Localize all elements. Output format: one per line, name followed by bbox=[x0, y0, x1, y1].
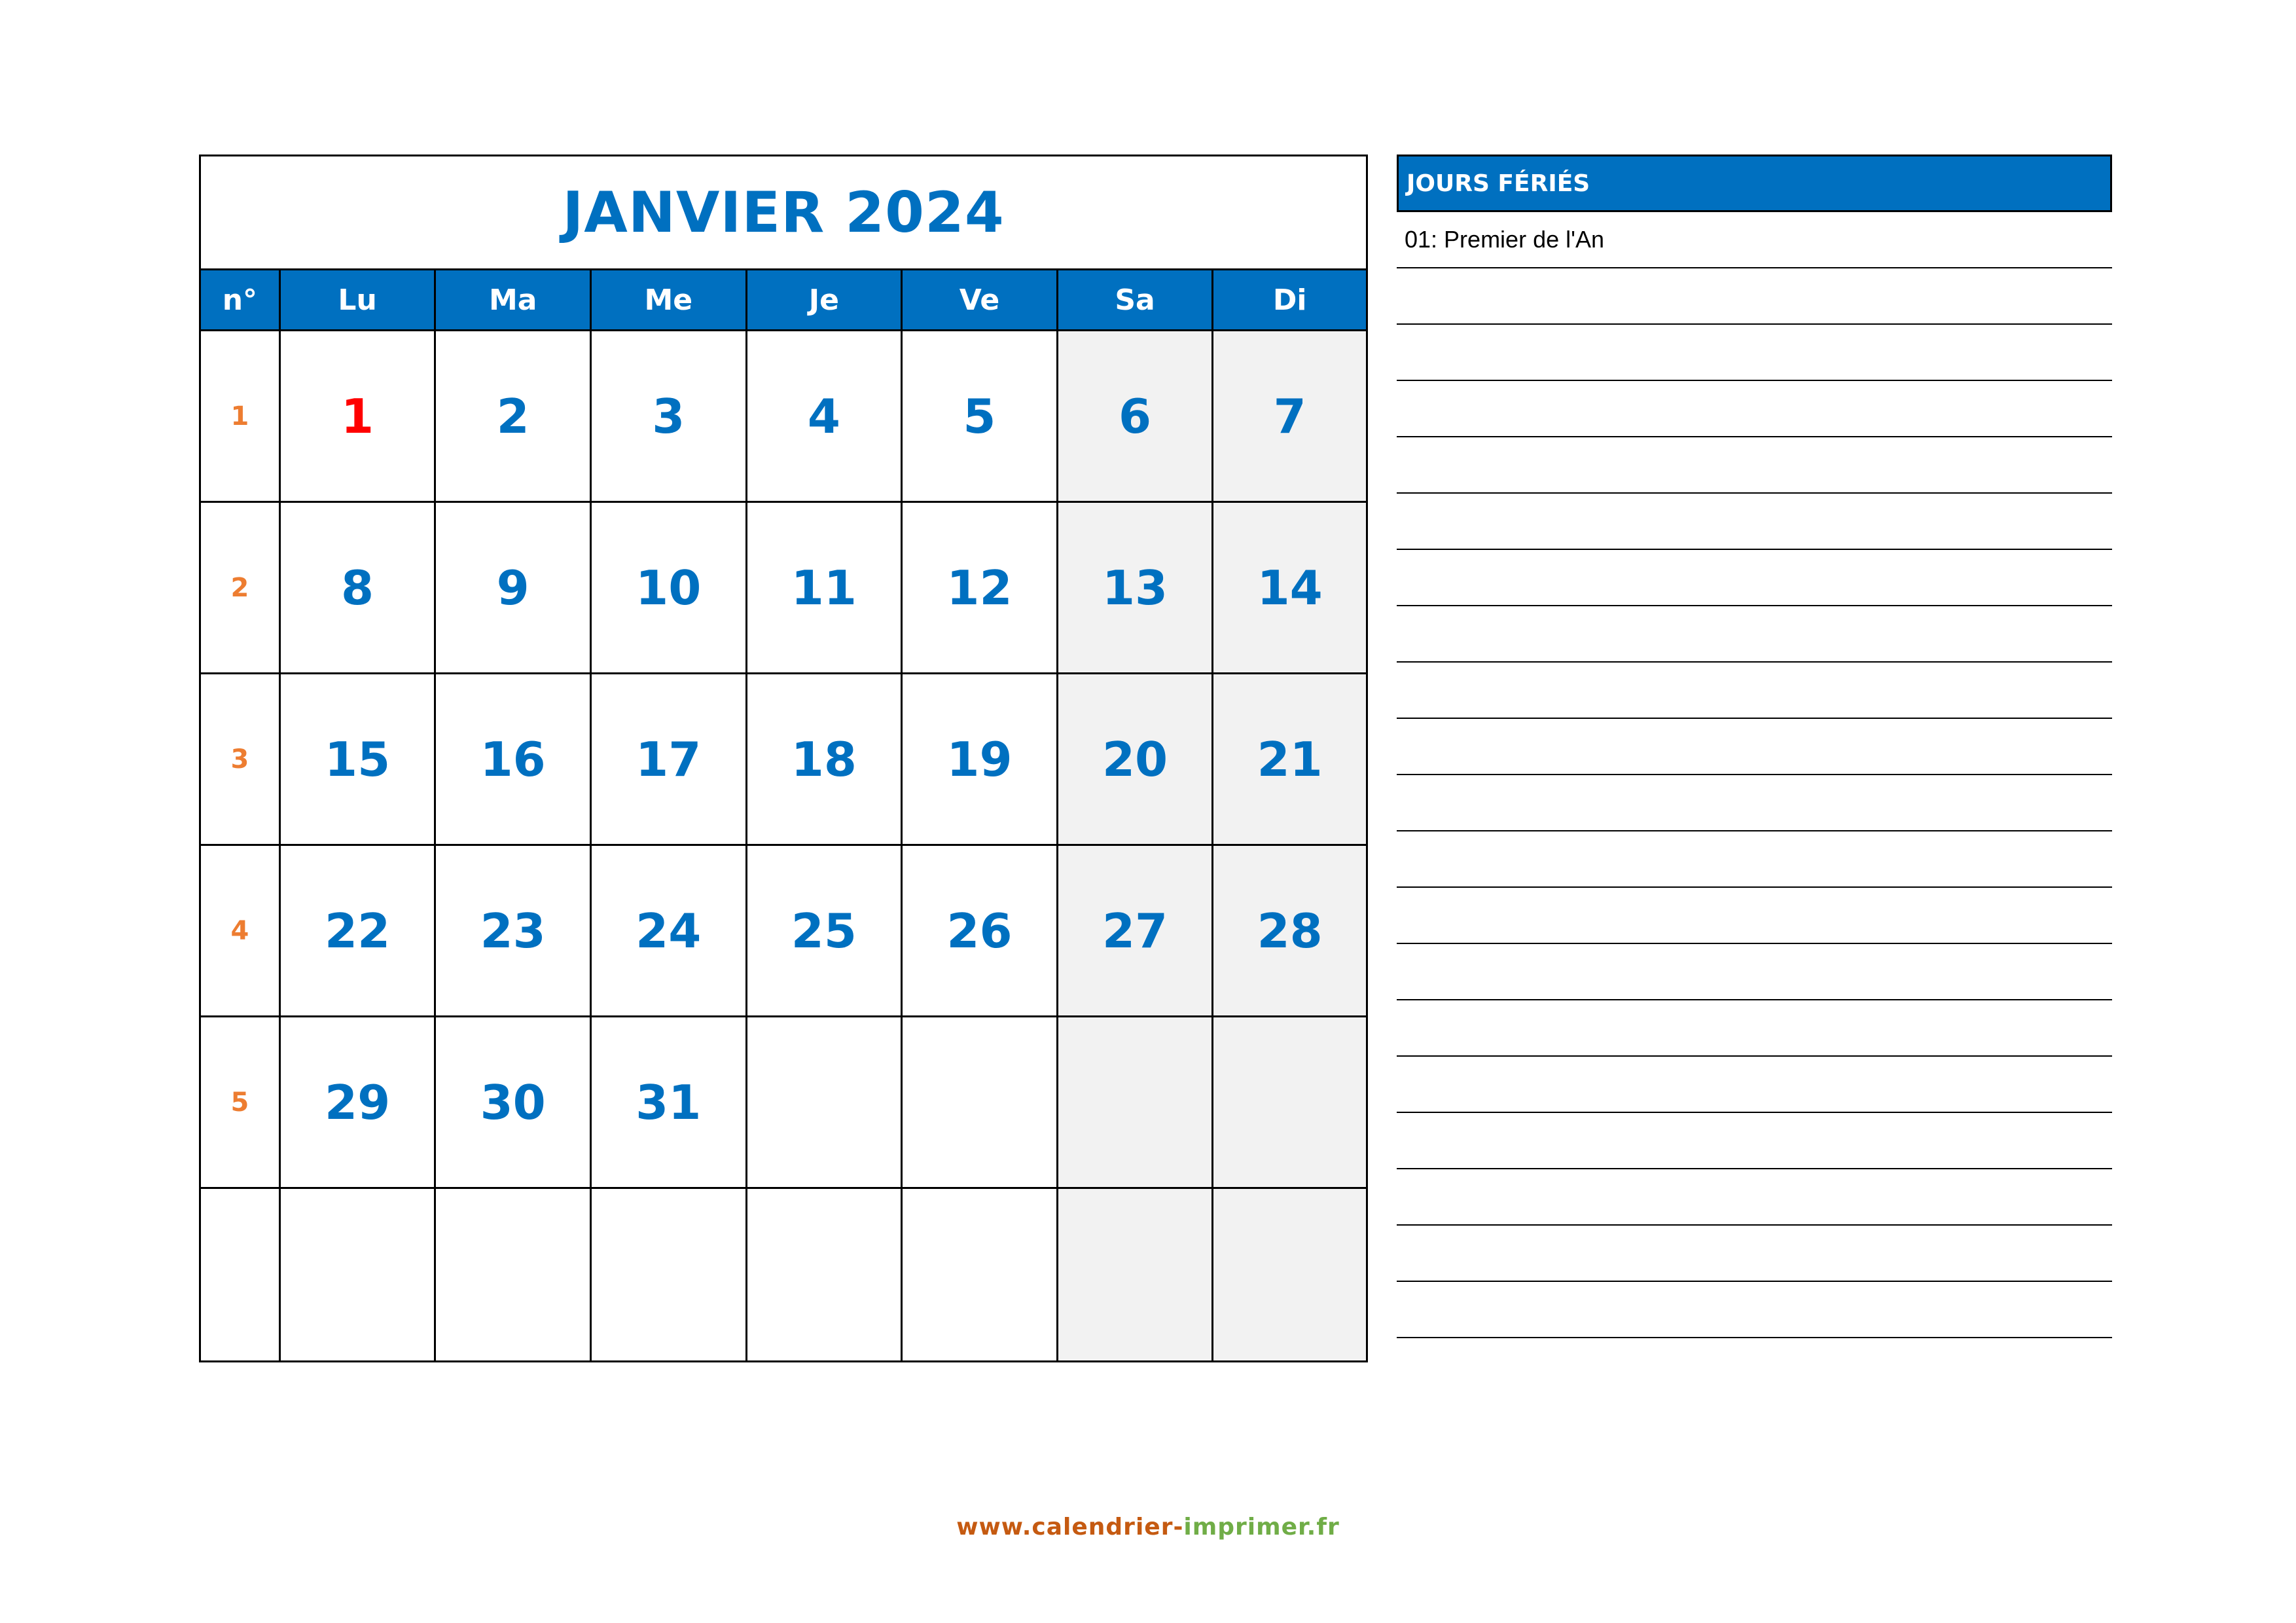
header-thursday: Je bbox=[745, 270, 901, 329]
header-sunday: Di bbox=[1211, 270, 1366, 329]
footer-url-part2: imprimer.fr bbox=[1183, 1514, 1340, 1541]
holiday-line bbox=[1397, 550, 2112, 606]
holiday-line bbox=[1397, 437, 2112, 494]
week-row bbox=[201, 1017, 1366, 1189]
header-tuesday: Ma bbox=[434, 270, 590, 329]
day-cell-wednesday: 31 bbox=[590, 1017, 745, 1187]
day-cell-wednesday: 10 bbox=[590, 503, 745, 672]
holiday-line bbox=[1397, 381, 2112, 437]
holiday-line bbox=[1397, 1226, 2112, 1282]
day-cell-monday: 1 bbox=[279, 331, 435, 501]
header-week-number: n° bbox=[222, 283, 258, 317]
day-cell-monday: 15 bbox=[279, 674, 435, 844]
day-cell-thursday: 4 bbox=[745, 331, 901, 501]
week-number: 3 bbox=[230, 744, 249, 775]
holiday-line: 01: Premier de l'An bbox=[1397, 212, 2112, 268]
week-number: 1 bbox=[230, 401, 249, 431]
day-cell-sunday: 7 bbox=[1211, 331, 1366, 501]
holidays-lines bbox=[1397, 212, 2112, 1338]
week-row bbox=[201, 1189, 1366, 1360]
holiday-line bbox=[1397, 1169, 2112, 1226]
day-cell-friday bbox=[901, 1017, 1056, 1187]
day-cell-saturday: 13 bbox=[1056, 503, 1212, 672]
day-cell-monday bbox=[279, 1189, 435, 1360]
day-cell-sunday: 21 bbox=[1211, 674, 1366, 844]
day-cell-wednesday: 24 bbox=[590, 846, 745, 1015]
day-cell-monday: 22 bbox=[279, 846, 435, 1015]
holiday-line bbox=[1397, 1113, 2112, 1169]
header-wednesday: Me bbox=[590, 270, 745, 329]
header-friday: Ve bbox=[901, 270, 1056, 329]
day-cell-friday: 12 bbox=[901, 503, 1056, 672]
holiday-line bbox=[1397, 325, 2112, 381]
holidays-title: JOURS FÉRIÉS bbox=[1397, 155, 2112, 212]
weekday-header bbox=[201, 268, 1366, 331]
day-cell-sunday: 14 bbox=[1211, 503, 1366, 672]
day-cell-sunday: 28 bbox=[1211, 846, 1366, 1015]
day-cell-friday: 19 bbox=[901, 674, 1056, 844]
day-cell-tuesday: 16 bbox=[434, 674, 590, 844]
day-cell-monday: 8 bbox=[279, 503, 435, 672]
holiday-line bbox=[1397, 1000, 2112, 1057]
holiday-line bbox=[1397, 719, 2112, 775]
day-cell-tuesday: 2 bbox=[434, 331, 590, 501]
day-cell-saturday: 27 bbox=[1056, 846, 1212, 1015]
day-cell-tuesday bbox=[434, 1189, 590, 1360]
day-cell-wednesday: 17 bbox=[590, 674, 745, 844]
day-cell-tuesday: 23 bbox=[434, 846, 590, 1015]
day-cell-thursday bbox=[745, 1017, 901, 1187]
week-number: 5 bbox=[230, 1087, 249, 1118]
header-saturday: Sa bbox=[1056, 270, 1212, 329]
day-cell-saturday bbox=[1056, 1189, 1212, 1360]
day-cell-thursday: 18 bbox=[745, 674, 901, 844]
holiday-line bbox=[1397, 268, 2112, 325]
day-cell-wednesday bbox=[590, 1189, 745, 1360]
header-monday: Lu bbox=[279, 270, 435, 329]
day-cell-sunday bbox=[1211, 1189, 1366, 1360]
day-cell-thursday: 25 bbox=[745, 846, 901, 1015]
calendar-title: JANVIER 2024 bbox=[562, 179, 1005, 246]
day-cell-saturday: 20 bbox=[1056, 674, 1212, 844]
holiday-line bbox=[1397, 494, 2112, 550]
day-cell-thursday: 11 bbox=[745, 503, 901, 672]
holiday-line bbox=[1397, 1057, 2112, 1113]
calendar-grid bbox=[201, 331, 1366, 1360]
holiday-line bbox=[1397, 1282, 2112, 1338]
day-cell-tuesday: 30 bbox=[434, 1017, 590, 1187]
day-cell-friday: 26 bbox=[901, 846, 1056, 1015]
calendar bbox=[199, 155, 1368, 1362]
day-cell-thursday bbox=[745, 1189, 901, 1360]
holiday-line bbox=[1397, 944, 2112, 1000]
footer-url-part1: www.calendrier- bbox=[956, 1514, 1184, 1541]
day-cell-saturday: 6 bbox=[1056, 331, 1212, 501]
week-row bbox=[201, 846, 1366, 1017]
week-row bbox=[201, 503, 1366, 674]
holiday-line bbox=[1397, 663, 2112, 719]
holiday-line bbox=[1397, 606, 2112, 663]
holiday-line bbox=[1397, 775, 2112, 831]
day-cell-wednesday: 3 bbox=[590, 331, 745, 501]
day-cell-friday bbox=[901, 1189, 1056, 1360]
holiday-line bbox=[1397, 888, 2112, 944]
day-cell-sunday bbox=[1211, 1017, 1366, 1187]
week-row bbox=[201, 674, 1366, 846]
day-cell-saturday bbox=[1056, 1017, 1212, 1187]
week-number: 2 bbox=[230, 572, 249, 603]
holidays-panel bbox=[1397, 155, 2112, 1338]
week-row bbox=[201, 331, 1366, 503]
day-cell-friday: 5 bbox=[901, 331, 1056, 501]
holiday-line bbox=[1397, 831, 2112, 888]
week-number bbox=[201, 1189, 279, 1360]
footer-url[interactable] bbox=[0, 1514, 2296, 1541]
day-cell-tuesday: 9 bbox=[434, 503, 590, 672]
week-number: 4 bbox=[230, 915, 249, 946]
day-cell-monday: 29 bbox=[279, 1017, 435, 1187]
